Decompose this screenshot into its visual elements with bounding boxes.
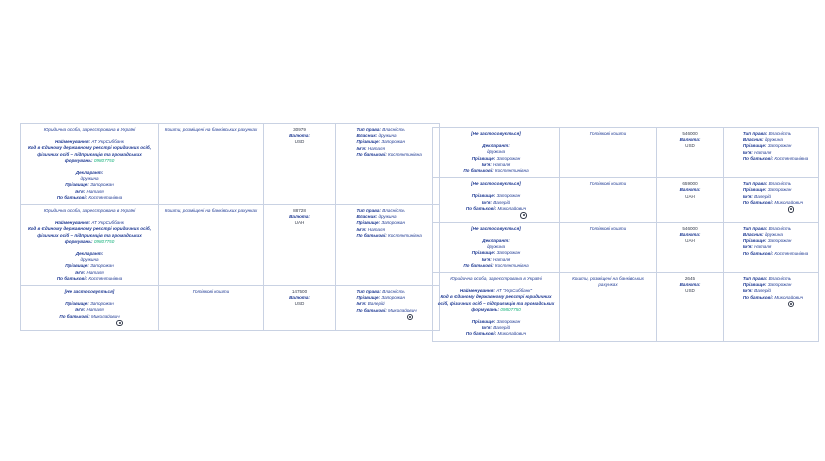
amount-cell: 30979 Валюта: USD — [264, 124, 336, 205]
ownership-cell: Тип права: Власність Власник: дружина Прізвище: Запорожан Ім'я: Наталя По батькові: Костянтинівна — [336, 124, 440, 205]
table-row — [433, 178, 819, 222]
asset-type: Кошти, розміщені на банківських рахунках — [159, 205, 264, 286]
eye-icon[interactable] — [788, 206, 795, 213]
source-cell: Юридична особа, зареєстрована в Україні Найменування: АТ УкрСиббанк Код в Єдиному державному реєстрі юридичних осіб, фізичних осіб – підприємців та громадських формувань: 09807750 Декларант: дружина Прізвище: Запорожан Ім'я: Наталя По батькові: Костянтинівна — [21, 205, 159, 286]
amount-cell: 2645 Валюта: USD — [657, 272, 724, 341]
entity-type: Юридична особа, зареєстрована в Україні — [43, 127, 136, 132]
currency: USD — [294, 301, 305, 307]
not-applicable: [Не застосовується] — [471, 131, 521, 136]
asset-type: Кошти, розміщені на банківських рахунках — [560, 272, 657, 341]
amount: 546000 — [682, 131, 698, 136]
surname: Запорожан — [90, 182, 114, 188]
assets-table-right — [432, 127, 819, 342]
source-cell: [Не застосовується] Прізвище: Запорожан Ім'я: Наталя По батькові: Миколайович — [21, 286, 159, 330]
table-row — [21, 286, 440, 330]
registry-code: 09807750 — [93, 157, 115, 163]
amount: 546000 — [682, 225, 698, 231]
asset-type: Готівкові кошти — [560, 178, 657, 222]
declarant-value: дружина — [80, 176, 99, 182]
currency: UAH — [294, 220, 305, 226]
amount-cell: 88728 Валюта: UAH — [264, 205, 336, 286]
bank-name: АТ УкрСиббанк — [91, 139, 124, 145]
entity-type: Юридична особа, зареєстрована в Україні — [43, 208, 136, 214]
table-row — [433, 222, 819, 272]
amount: 659000 — [682, 181, 698, 187]
eye-icon[interactable] — [407, 314, 414, 321]
entity-type: Юридична особа, зареєстрована в Україні — [450, 275, 542, 281]
currency: USD — [685, 143, 695, 149]
asset-type: Готівкові кошти — [560, 222, 657, 272]
amount: 147500 — [291, 289, 308, 295]
bank-name: АТ УкрСиббанк — [91, 220, 124, 226]
table-row — [21, 124, 440, 205]
ownership-cell: Тип права: Власність Прізвище: Запорожан Ім'я: Валерій По батькові: Миколайович — [724, 178, 819, 222]
source-cell: [Не застосовується] Декларант: дружина Прізвище: Запорожан Ім'я: Наталя По батькові: Костянтинівна — [433, 128, 560, 178]
ownership-cell: Тип права: Власність Прізвище: Запорожан Ім'я: Валерій По батькові: Миколайович — [724, 272, 819, 341]
registry-code: 09807750 — [93, 238, 115, 244]
asset-type: Готівкові кошти — [560, 128, 657, 178]
source-cell: [Не застосовується] Декларант: дружина Прізвище: Запорожан Ім'я: Наталя По батькові: Костянтинівна — [433, 222, 560, 272]
amount: 88728 — [293, 208, 306, 214]
eye-icon[interactable] — [116, 320, 123, 327]
amount: 2645 — [684, 275, 696, 281]
asset-type: Готівкові кошти — [159, 286, 264, 330]
currency: USD — [685, 288, 695, 294]
ownership-cell: Тип права: Власність Прізвище: Запорожан Ім'я: Валерій По батькові: Миколайович — [336, 286, 440, 330]
ownership-cell: Тип права: Власність Власник: дружина Прізвище: Запорожан Ім'я: Наталя По батькові: Костянтинівна — [336, 205, 440, 286]
table-row — [433, 272, 819, 341]
table-row — [21, 205, 440, 286]
amount-cell: 546000 Валюта: UAH — [657, 222, 724, 272]
source-cell: [Не застосовується] Прізвище: Запорожан Ім'я: Валерій По батькові: Миколайович — [433, 178, 560, 222]
first-name: Наталя — [86, 188, 104, 194]
currency: USD — [294, 139, 305, 145]
not-applicable: [Не застосовується] — [471, 225, 521, 231]
asset-type: Кошти, розміщені на банківських рахунках — [159, 124, 264, 205]
declarant-value: дружина — [80, 257, 99, 263]
amount-cell: 659000 Валюта: UAH — [657, 178, 724, 222]
amount: 30979 — [293, 127, 306, 132]
bank-name: АТ "УкрСиббанк" — [496, 288, 533, 294]
not-applicable: [Не застосовується] — [64, 289, 115, 295]
registry-code-label: Код в Єдиному державному реєстрі юридичних осіб, фізичних осіб – підприємців та громадських формувань: — [27, 145, 152, 163]
source-cell: Юридична особа, зареєстрована в Україні Найменування: АТ "УкрСиббанк" Код в Єдиному державному реєстрі юридичних осіб, фізичних осіб – підприємців та громадських формувань: 09807750 Прізвище: Запорожан Ім'я: Валерій По батькові: Миколайович — [433, 272, 560, 341]
patronymic: Костянтинівна — [88, 194, 123, 200]
amount-cell: 147500 Валюта: USD — [264, 286, 336, 330]
eye-icon[interactable] — [520, 212, 527, 219]
currency: UAH — [685, 238, 695, 244]
table-row — [433, 128, 819, 178]
eye-icon[interactable] — [788, 301, 795, 308]
not-applicable: [Не застосовується] — [471, 181, 521, 187]
ownership-cell: Тип права: Власність Власник: дружина Прізвище: Запорожан Ім'я: Наталя По батькові: Костянтинівна — [724, 128, 819, 178]
amount-cell: 546000 Валюта: USD — [657, 128, 724, 178]
assets-table-left — [20, 123, 440, 331]
source-cell: Юридична особа, зареєстрована в Україні Найменування: АТ УкрСиббанк Код в Єдиному державному реєстрі юридичних осіб, фізичних осіб – підприємців та громадських формувань: 09807750 Декларант: дружина Прізвище: Запорожан Ім'я: Наталя По батькові: Костянтинівна — [21, 124, 159, 205]
ownership-cell: Тип права: Власність Власник: дружина Прізвище: Запорожан Ім'я: Наталя По батькові: Костянтинівна — [724, 222, 819, 272]
currency: UAH — [685, 193, 695, 199]
registry-code: 09807750 — [500, 306, 521, 312]
